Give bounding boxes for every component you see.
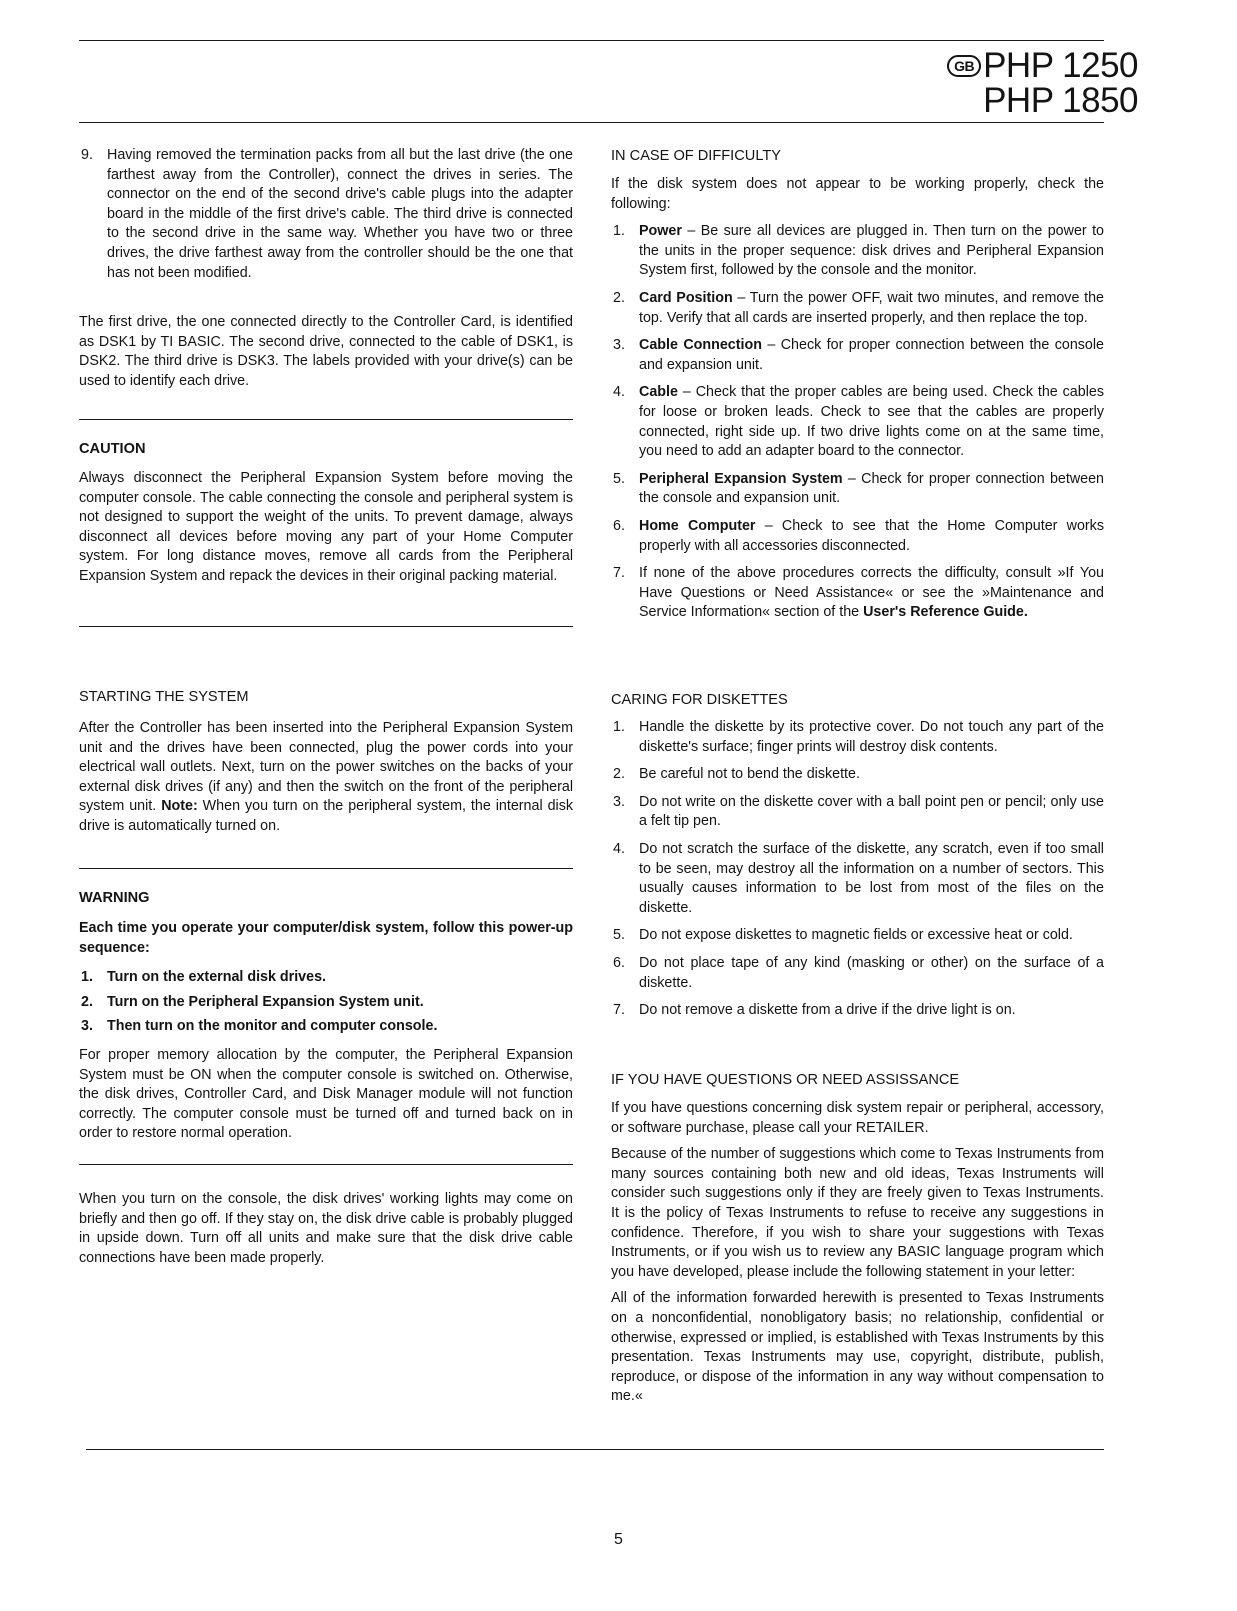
starting-section [79,687,573,837]
caution-text: Always disconnect the Peripheral Expansion System before moving the computer console. The cable connecting the console and peripheral system is not designed to support the weight of the units. To prevent damage, always disconnect all devices before moving any part of your Home Computer system. For long distance moves, remove all cards from the Peripheral Expansion System and repack the devices in their original packing material. [79,470,573,584]
caring-item-number: 4. [613,840,625,857]
power-up-step-text: Turn on the external disk drives. [107,969,327,986]
caring-title: CARING FOR DISKETTES [611,692,788,708]
drive-identification-text: The first drive, the one connected directly to the Controller Card, is identified as DSK1 by TI BASIC. The second drive, connected to the cable of DSK1, is DSK2. The third drive is DSK3. The labels provided with your drive(s) can be used to identify each drive. [79,314,573,389]
caring-item [611,926,1104,946]
gb-country-badge: GB [947,55,981,77]
starting-note-label: Note: [161,798,198,815]
difficulty-item-number: 5. [613,470,625,487]
step-9 [79,146,573,283]
power-up-steps [79,968,573,1037]
starting-text [79,719,573,837]
warning-section [79,888,573,1144]
difficulty-item-text: – Check for proper connection between the console and expansion unit. [639,470,1104,507]
caring-item-text: Handle the diskette by its protective cover. Do not touch any part of the diskette's surface; finger prints will destroy disk contents. [639,719,1104,755]
difficulty-item [611,289,1104,328]
power-up-step [79,968,573,988]
difficulty-item [611,383,1104,461]
starting-text-a: After the Controller has been inserted into the Peripheral Expansion System unit and the drives have been connected, plug the power cords into your electrical wall outlets. Next, turn on the power switches on the backs of your external disk drives (if any) and then the switch on the front of the peripheral system unit. [79,720,573,815]
caution-bottom-rule [79,626,573,627]
difficulty-item-number: 1. [613,223,625,240]
drive-lights-text: When you turn on the console, the disk drives' working lights may come on briefly and then go off. If they stay on, the disk drive cable is probably plugged in upside down. Turn off all units and make sure that the disk drive cable connections have been made properly. [79,1191,573,1266]
caring-item-text: Be careful not to bend the diskette. [639,766,860,783]
header-bottom-rule [79,122,1104,123]
difficulty-item-text: – Turn the power OFF, wait two minutes, and remove the top. Verify that all cards are inserted properly, and then replace the top. [639,289,1104,326]
power-up-step-number: 1. [81,969,93,986]
caring-item-number: 3. [613,793,625,810]
difficulty-item-number: 2. [613,289,625,306]
caring-item-number: 1. [613,719,625,735]
power-up-step [79,993,573,1013]
questions-paragraph-1: If you have questions concerning disk system repair or peripheral, accessory, or software purchase, please call your RETAILER. [611,1100,1104,1136]
caring-item [611,793,1104,832]
difficulty-item-text: – Be sure all devices are plugged in. Then turn on the power to the units in the proper sequence: disk drives and Peripheral Expansion System first, followed by the console and the monitor. [639,223,1104,279]
difficulty-item [611,222,1104,281]
step-9-block [79,146,573,283]
difficulty-item-number: 6. [613,517,625,534]
caring-item-number: 2. [613,766,625,783]
caring-item-number: 7. [613,1002,625,1019]
model-name-2: PHP 1850 [983,81,1138,120]
difficulty-item [611,564,1104,623]
warning-title: WARNING [79,890,150,906]
difficulty-item-number: 7. [613,565,625,582]
warning-after-text: For proper memory allocation by the computer, the Peripheral Expansion System must be ON when the computer console is switched on. Otherwise, the disk drives, Controller Card, and Disk Manager module will not function correctly. The computer console must be turned off and turned back on in order to restore normal operation. [79,1046,573,1142]
caring-section [611,690,1104,1021]
difficulty-item [611,517,1104,556]
difficulty-title: IN CASE OF DIFFICULTY [611,148,782,164]
difficulty-item-text: – Check for proper connection between the console and expansion unit. [639,337,1105,373]
caution-title: CAUTION [79,441,146,457]
caring-item [611,1001,1104,1021]
difficulty-item-label: Cable [639,384,678,401]
difficulty-item-text: – Check to see that the Home Computer works properly with all accessories disconnected. [639,517,1104,554]
caring-item [611,765,1104,785]
questions-paragraph-2: Because of the number of suggestions which come to Texas Instruments from many sources containing both new and old ideas, Texas Instruments will consider such suggestions only if they are freely given to Texas Instruments. It is the policy of Texas Instruments to refuse to receive any suggestions in confidence. Therefore, if you wish to share your suggestions with Texas Instruments, or if you wish us to review any BASIC language program which you have developed, please include the following statement in your letter: [611,1146,1104,1280]
power-up-step [79,1017,573,1037]
caring-item-text: Do not write on the diskette cover with a ball point pen or pencil; only use a felt tip pen. [639,793,1104,830]
caring-item-text: Do not remove a diskette from a drive if the drive light is on. [639,1002,1016,1019]
questions-title: IF YOU HAVE QUESTIONS OR NEED ASSISSANCE [611,1072,960,1088]
model-name-1: PHP 1250 [983,46,1138,85]
page-number: 5 [614,1531,623,1548]
power-up-step-text: Turn on the Peripheral Expansion System unit. [107,993,424,1010]
caring-item-text: Do not scratch the surface of the diskette, any scratch, even if too small to be seen, may destroy all the information on a number of sectors. This usually causes information to be lost from most of the files on the diskette. [639,840,1104,916]
power-up-step-number: 2. [81,993,93,1010]
starting-title: STARTING THE SYSTEM [79,689,249,705]
difficulty-item-number: 4. [613,384,625,401]
difficulty-section [611,146,1104,623]
caution-top-rule [79,419,573,420]
step-9-number: 9. [81,147,93,163]
caring-item-number: 6. [613,954,625,971]
users-reference-guide-title: User's Reference Guide. [863,604,1028,621]
power-up-step-number: 3. [81,1018,93,1035]
difficulty-item-label: Card Position [639,289,733,306]
warning-top-rule [79,868,573,869]
caution-section [79,439,573,587]
difficulty-item-text: If none of the above procedures corrects the difficulty, consult »If You Have Questions or Need Assistance« or see the »Maintenance and Service Information« section of the [639,565,1104,621]
difficulty-item-text: – Check that the proper cables are being used. Check the cables for loose or broken leads. Check to see that the cables are properly connected, right side up. If two drive lights come on at the same time, you need to add an adapter board to the connector. [639,384,1104,460]
model-header [947,48,1138,118]
caring-item [611,718,1104,757]
drive-identification [79,313,573,391]
caring-item-number: 5. [613,927,625,944]
questions-section [611,1070,1104,1407]
difficulty-item-label: Power [639,223,682,240]
step-9-text: Having removed the termination packs from all but the last drive (the one farthest away from the Controller), connect the drives in series. The connector on the end of the second drive's cable plugs into the adapter board in the middle of the first drive's cable. The third drive is connected to the second drive in the same way. Whether you have two or three drives, the drive farthest away from the controller should be the one that has not been modified. [107,147,573,281]
difficulty-checklist [611,222,1104,623]
difficulty-item-label: Cable Connection [639,337,762,354]
drive-lights-note [79,1190,573,1268]
difficulty-item-label: Peripheral Expansion System [639,470,843,487]
caring-item-text: Do not place tape of any kind (masking or other) on the surface of a diskette. [639,954,1104,991]
top-rule [79,40,1104,41]
questions-paragraph-3: All of the information forwarded herewith is presented to Texas Instruments on a nonconfidential, nonobligatory basis; no relationship, confidential or otherwise, expressed or implied, is established with Texas Instruments by this presentation. Texas Instruments may use, copyright, distribute, publish, reproduce, or dispose of the information in any way without compensation to me.« [611,1290,1104,1405]
difficulty-item [611,336,1104,375]
power-up-step-text: Then turn on the monitor and computer console. [107,1018,438,1035]
difficulty-item-number: 3. [613,337,625,354]
footer-rule [86,1449,1104,1450]
caring-item-text: Do not expose diskettes to magnetic fields or excessive heat or cold. [639,927,1073,944]
lights-top-rule [79,1164,573,1165]
difficulty-item-label: Home Computer [639,517,756,534]
difficulty-intro: If the disk system does not appear to be working properly, check the following: [611,176,1104,212]
caring-list [611,718,1104,1021]
warning-intro: Each time you operate your computer/disk system, follow this power-up sequence: [79,920,573,956]
caring-item [611,954,1104,993]
caring-item [611,840,1104,918]
difficulty-item [611,470,1104,509]
starting-text-b: When you turn on the peripheral system, the internal disk drive is automatically turned on. [79,798,574,834]
